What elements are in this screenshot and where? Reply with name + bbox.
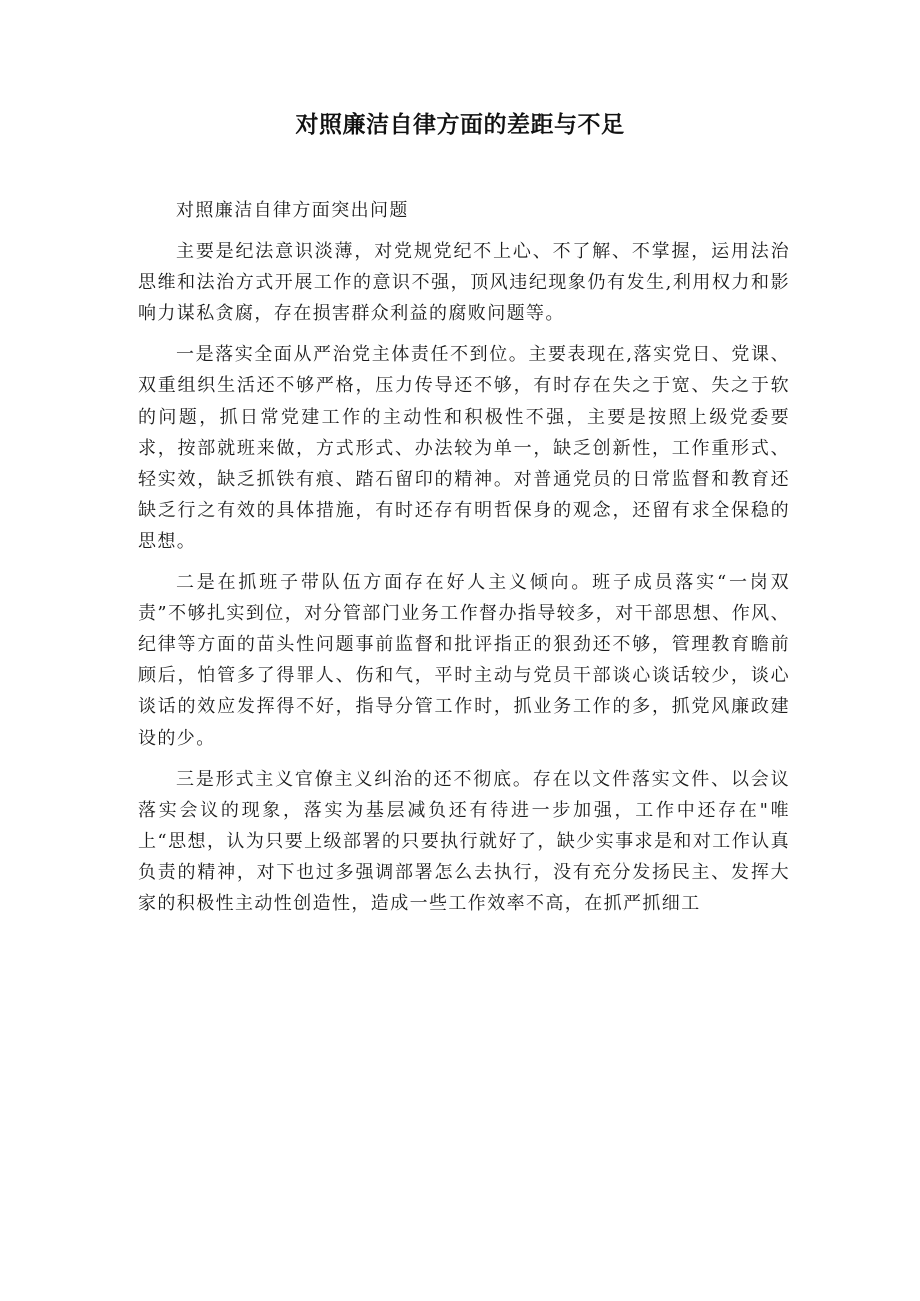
- paragraph-summary: 主要是纪法意识淡薄，对党规党纪不上心、不了解、不掌握，运用法治思维和法治方式开展工作的意识不强，顶风违纪现象仍有发生,利用权力和影响力谋私贪腐，存在损害群众利益的腐败问题等。: [138, 241, 790, 325]
- document-body: [138, 195, 790, 929]
- paragraph-point-one: 一是落实全面从严治党主体责任不到位。主要表现在,落实党日、党课、双重组织生活还不够严格，压力传导还不够，有时存在失之于宽、失之于软的问题，抓日常党建工作的主动性和积极性不强，主要是按照上级党委要求，按部就班来做，方式形式、办法较为单一，缺乏创新性，工作重形式、轻实效，缺乏抓铁有痕、踏石留印的精神。对普通党员的日常监督和教育还缺乏行之有效的具体措施，有时还存有明哲保身的观念，还留有求全保稳的思想。: [138, 344, 790, 552]
- paragraph-point-two: 二是在抓班子带队伍方面存在好人主义倾向。班子成员落实“一岗双责”不够扎实到位，对分管部门业务工作督办指导较多，对干部思想、作风、纪律等方面的苗头性问题事前监督和批评指正的狠劲还不够，管理教育瞻前顾后，怕管多了得罪人、伤和气，平时主动与党员干部谈心谈话较少，谈心谈话的效应发挥得不好，指导分管工作时，抓业务工作的多，抓党风廉政建设的少。: [138, 572, 790, 749]
- document-title: 对照廉洁自律方面的差距与不足: [295, 112, 625, 138]
- paragraph-point-three: 三是形式主义官僚主义纠治的还不彻底。存在以文件落实文件、以会议落实会议的现象，落实为基层减负还有待进一步加强，工作中还存在"唯上“思想，认为只要上级部署的只要执行就好了，缺少实事求是和对工作认真负责的精神，对下也过多强调部署怎么去执行，没有充分发扬民主、发挥大家的积极性主动性创造性，造成一些工作效率不高，在抓严抓细工: [138, 768, 790, 914]
- section-heading: 对照廉洁自律方面突出问题: [176, 200, 409, 221]
